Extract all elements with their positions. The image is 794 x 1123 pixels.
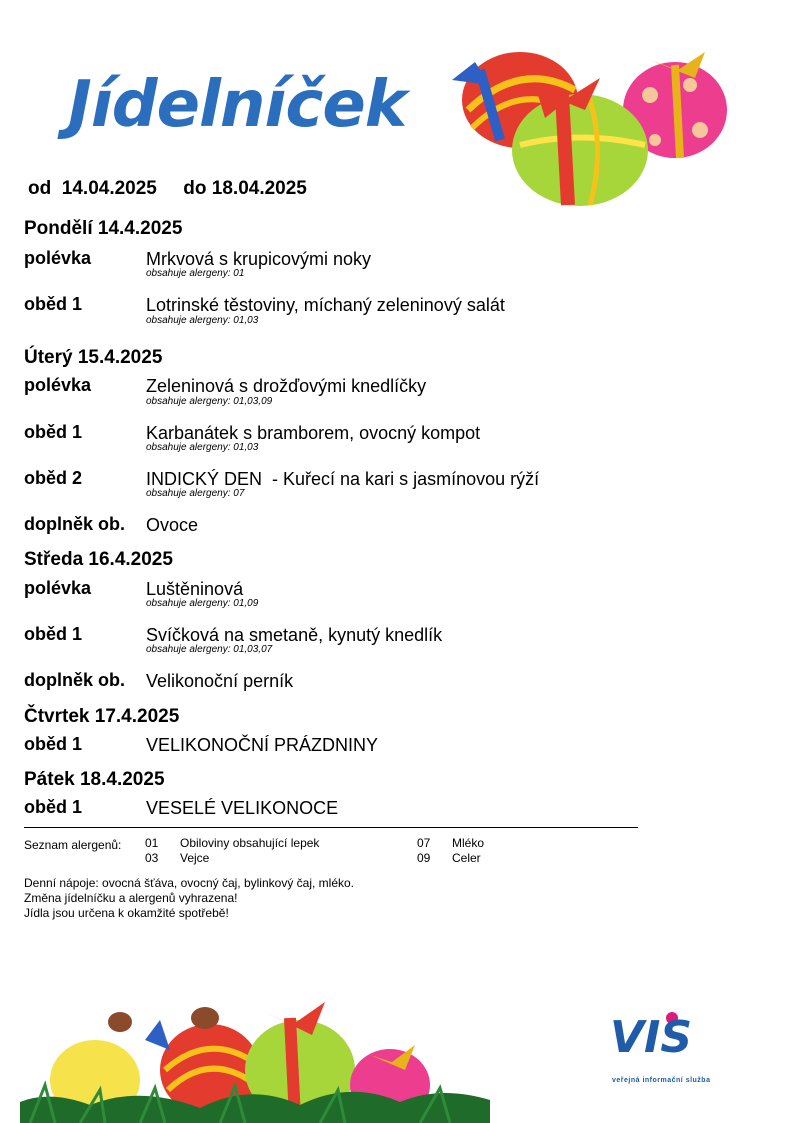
item-label: oběd 1 [24, 294, 83, 314]
item-label: oběd 1 [24, 797, 83, 817]
date-from: 14.04.2025 [61, 178, 157, 199]
item-dish: Lotrinské těstoviny, míchaný zeleninový salát [146, 295, 505, 315]
item-label: oběd 2 [24, 468, 83, 488]
date-range [28, 178, 307, 200]
item-allergens: obsahuje alergeny: 07 [146, 488, 245, 499]
allergen-name: Celer [452, 851, 481, 865]
item-label: oběd 1 [24, 734, 83, 754]
day-heading: Pondělí 14.4.2025 [24, 218, 183, 239]
divider [24, 827, 638, 828]
item-label: polévka [24, 375, 92, 395]
item-dish: Velikonoční perník [146, 671, 294, 691]
item-allergens: obsahuje alergeny: 01,09 [146, 598, 259, 609]
note-changes: Změna jídelníčku a alergenů vyhrazena! [24, 891, 238, 905]
allergen-code: 07 [417, 836, 431, 850]
item-dish: Karbanátek s bramborem, ovocný kompot [146, 423, 481, 443]
allergen-list-label: Seznam alergenů: [24, 838, 122, 852]
item-dish: Svíčková na smetaně, kynutý knedlík [146, 625, 443, 645]
logo: VIS [610, 1012, 693, 1063]
date-to: 18.04.2025 [211, 178, 307, 199]
item-dish: Ovoce [146, 515, 199, 535]
item-allergens: obsahuje alergeny: 01,03 [146, 442, 259, 453]
item-label: doplněk ob. [24, 514, 125, 534]
day-heading: Čtvrtek 17.4.2025 [24, 706, 180, 727]
item-label: polévka [24, 248, 92, 268]
item-label: oběd 1 [24, 422, 83, 442]
item-label: oběd 1 [24, 624, 83, 644]
item-allergens: obsahuje alergeny: 01 [146, 268, 245, 279]
day-heading: Úterý 15.4.2025 [24, 347, 163, 368]
item-dish: Zeleninová s drožďovými knedlíčky [146, 376, 427, 396]
logo-subtitle: veřejná informační služba [612, 1077, 711, 1084]
item-label: polévka [24, 578, 92, 598]
allergen-code: 01 [145, 836, 159, 850]
item-label: doplněk ob. [24, 670, 125, 690]
day-heading: Pátek 18.4.2025 [24, 769, 165, 790]
note-consumption: Jídla jsou určena k okamžité spotřebě! [24, 906, 229, 920]
easter-eggs-illustration [450, 40, 730, 210]
date-to-label: do [183, 178, 207, 199]
note-drinks: Denní nápoje: ovocná šťáva, ovocný čaj, bylinkový čaj, mléko. [24, 876, 355, 890]
item-allergens: obsahuje alergeny: 01,03,09 [146, 396, 273, 407]
item-dish: INDICKÝ DEN - Kuřecí na kari s jasmínovou rýží [146, 469, 540, 489]
item-dish: Luštěninová [146, 579, 244, 599]
easter-grass-illustration [20, 990, 490, 1123]
item-dish: Mrkvová s krupicovými noky [146, 249, 372, 269]
date-from-label: od [28, 178, 52, 199]
item-allergens: obsahuje alergeny: 01,03 [146, 315, 259, 326]
allergen-code: 09 [417, 851, 431, 865]
day-heading: Středa 16.4.2025 [24, 549, 173, 570]
item-dish: VESELÉ VELIKONOCE [146, 798, 339, 818]
allergen-name: Vejce [180, 851, 210, 865]
item-dish: VELIKONOČNÍ PRÁZDNINY [146, 735, 379, 755]
allergen-name: Mléko [452, 836, 485, 850]
item-allergens: obsahuje alergeny: 01,03,07 [146, 644, 273, 655]
allergen-name: Obiloviny obsahující lepek [180, 836, 320, 850]
page-title: Jídelníček [68, 68, 407, 142]
allergen-code: 03 [145, 851, 159, 865]
